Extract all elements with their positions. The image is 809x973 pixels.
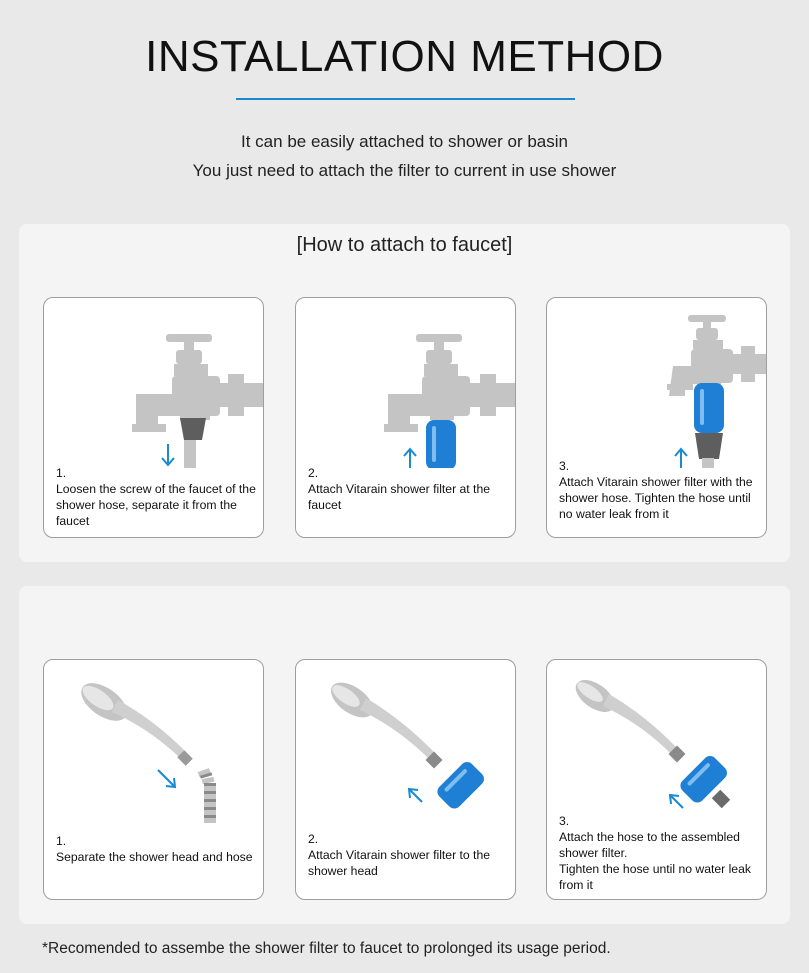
step-text-2: Tighten the hose until no water leak from it — [559, 862, 751, 892]
shower-separate-illustration — [44, 660, 263, 830]
hose-nut-icon — [695, 433, 723, 459]
step-text: Separate the shower head and hose — [56, 850, 253, 864]
faucet-separate-illustration — [44, 298, 263, 468]
faucet-step-2-card — [295, 297, 516, 538]
step-number: 3. — [559, 814, 570, 828]
step-number: 2. — [308, 832, 319, 846]
subtitle-line-2: You just need to attach the filter to current in use shower — [192, 161, 617, 180]
step-text: Loosen the screw of the faucet of the shower hose, separate it from the faucet — [56, 482, 256, 528]
step-text: Attach the hose to the assembled shower filter. — [559, 830, 740, 860]
filter-icon — [426, 420, 456, 468]
shower-step-3-card — [546, 659, 767, 900]
shower-attach-filter-illustration — [296, 660, 515, 830]
step-text: Attach Vitarain shower filter at the faucet — [308, 482, 491, 512]
faucet-attach-filter-illustration — [296, 298, 515, 468]
arrow-down-right-icon — [158, 770, 175, 787]
filter-icon — [694, 383, 724, 433]
page-title: INSTALLATION METHOD — [145, 32, 664, 81]
faucet-step-1-card — [43, 297, 264, 538]
arrow-up-left-icon — [670, 795, 683, 808]
step-text: Attach Vitarain shower filter to the shower head — [308, 848, 491, 878]
shower-panel — [19, 586, 790, 924]
step-number: 2. — [308, 466, 319, 480]
subtitle-line-1: It can be easily attached to shower or basin — [241, 132, 568, 151]
footer-note: *Recomended to assembe the shower filter to faucet to prolonged its usage period. — [42, 940, 611, 957]
shower-step-2-card — [295, 659, 516, 900]
shower-attach-hose-illustration — [547, 660, 766, 830]
arrow-up-left-icon — [409, 789, 422, 802]
title-underline — [236, 98, 575, 100]
step-number: 1. — [56, 466, 67, 480]
shower-step-1-card — [43, 659, 264, 900]
step-number: 3. — [559, 459, 570, 473]
faucet-step-3-card — [546, 297, 767, 538]
faucet-panel — [19, 224, 790, 562]
faucet-nut-icon — [180, 418, 206, 440]
faucet-section-title: [How to attach to faucet] — [296, 234, 513, 256]
step-text: Attach Vitarain shower filter with the shower hose. Tighten the hose until no water leak from it — [559, 475, 753, 521]
hose-nut-icon — [712, 790, 730, 808]
arrow-down-icon — [162, 444, 174, 465]
filter-icon — [435, 759, 487, 811]
faucet-attach-hose-illustration — [547, 298, 766, 468]
step-number: 1. — [56, 834, 67, 848]
